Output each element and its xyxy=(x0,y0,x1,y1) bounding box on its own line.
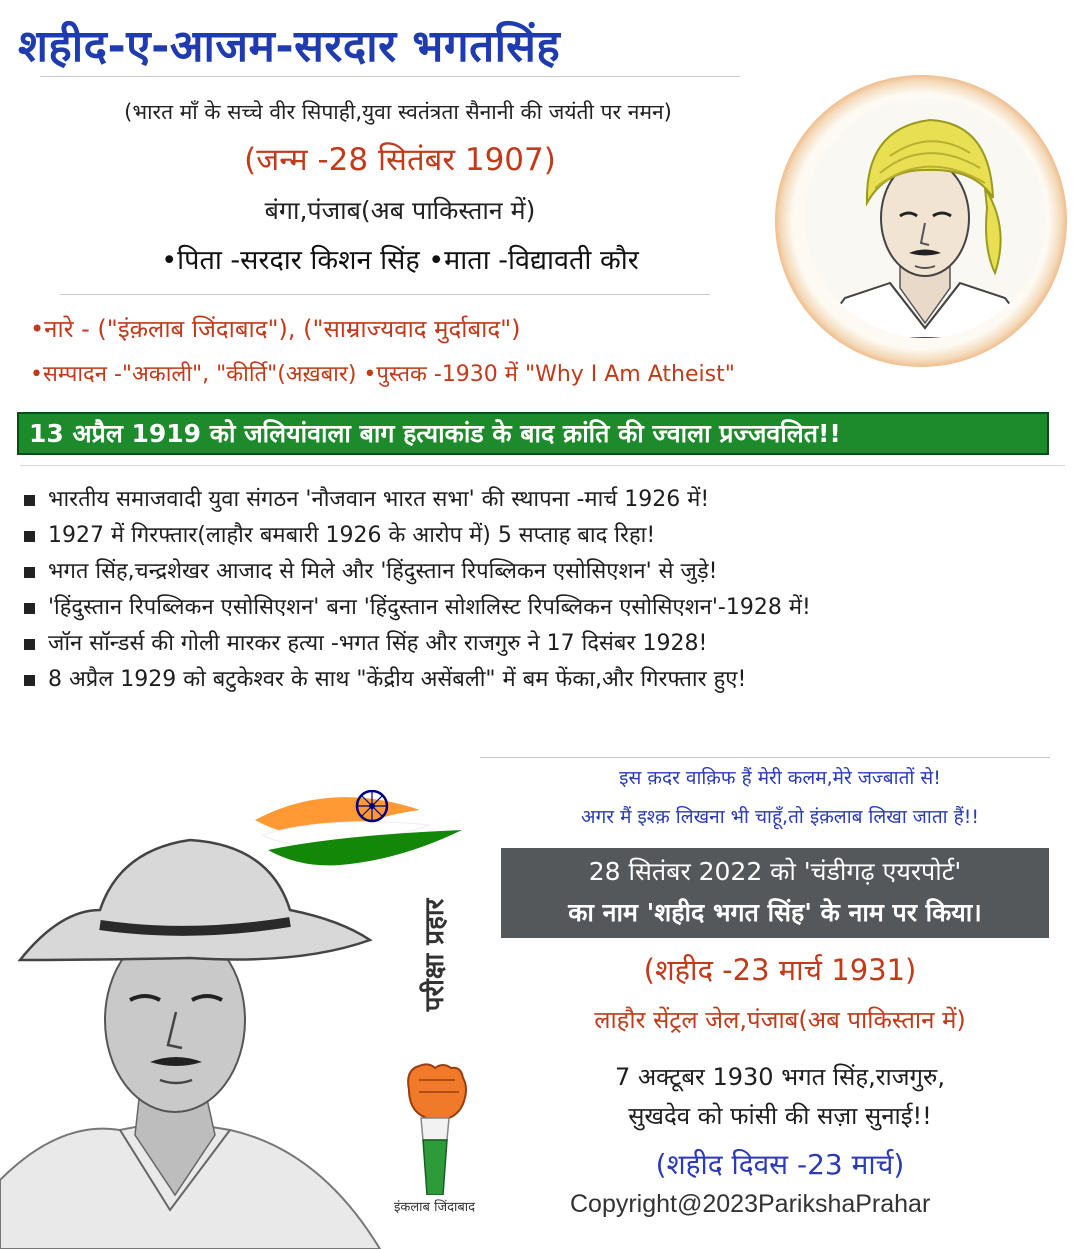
list-item: जॉन सॉन्डर्स की गोली मारकर हत्या -भगत सिंह और राजगुरु ने 17 दिसंबर 1928! xyxy=(22,626,1077,662)
bullet-square-icon xyxy=(24,675,35,686)
birth-place: बंगा,पंजाब(अब पाकिस्तान में) xyxy=(264,196,536,225)
death-date: (शहीद -23 मार्च 1931) xyxy=(643,953,917,987)
facts-list xyxy=(22,482,1077,698)
subtitle: (भारत माँ के सच्चे वीर सिपाही,युवा स्वतंत्रता सैनानी की जयंती पर नमन) xyxy=(124,100,672,124)
bullet-square-icon xyxy=(24,603,35,614)
divider xyxy=(60,294,710,295)
list-item: भगत सिंह,चन्द्रशेखर आजाद से मिले और 'हिंदुस्तान रिपब्लिकन एसोसिएशन' से जुड़े! xyxy=(22,554,1077,590)
portrait-turban-image xyxy=(805,98,1045,338)
list-item: 8 अप्रैल 1929 को बटुकेश्वर के साथ "केंद्रीय असेंबली" में बम फेंका,और गिरफ्तार हुए! xyxy=(22,662,1077,698)
jallianwala-banner: 13 अप्रैल 1919 को जलियांवाला बाग हत्याकांड के बाद क्रांति की ज्वाला प्रज्जवलित!! xyxy=(17,412,1049,455)
bullet-square-icon xyxy=(24,531,35,542)
divider xyxy=(20,465,1065,466)
parents-line: •पिता -सरदार किशन सिंह •माता -विद्यावती कौर xyxy=(161,245,639,276)
death-place: लाहौर सेंट्रल जेल,पंजाब(अब पाकिस्तान में) xyxy=(594,1006,966,1034)
bullet-square-icon xyxy=(24,639,35,650)
fist-caption: इंकलाब जिंदाबाद xyxy=(394,1200,476,1215)
list-item: भारतीय समाजवादी युवा संगठन 'नौजवान भारत सभा' की स्थापना -मार्च 1926 में! xyxy=(22,482,1077,518)
copyright: Copyright@2023ParikshaPrahar xyxy=(570,1190,931,1218)
divider xyxy=(480,757,1050,758)
birth-date: (जन्म -28 सितंबर 1907) xyxy=(244,142,556,178)
bullet-square-icon xyxy=(24,567,35,578)
bullet-square-icon xyxy=(24,495,35,506)
brand-vertical-label: परीक्षा प्रहार xyxy=(420,898,450,1012)
couplet-line: अगर मैं इश्क़ लिखना भी चाहूँ,तो इंक़लाब लिखा जाता हैं!! xyxy=(581,806,979,828)
couplet-line: इस क़दर वाक़िफ हैं मेरी कलम,मेरे जज्बातों से! xyxy=(619,767,941,789)
martyr-day: (शहीद दिवस -23 मार्च) xyxy=(655,1148,905,1181)
airport-line: 28 सितंबर 2022 को 'चंडीगढ़ एयरपोर्ट' xyxy=(588,857,962,886)
airport-line: का नाम 'शहीद भगत सिंह' के नाम पर किया। xyxy=(568,898,982,927)
list-item: 1927 में गिरफ्तार(लाहौर बमबारी 1926 के आरोप में) 5 सप्ताह बाद रिहा! xyxy=(22,518,1077,554)
divider xyxy=(40,76,740,77)
sentence-line: सुखदेव को फांसी की सज़ा सुनाई!! xyxy=(628,1102,932,1130)
page-title: शहीद-ए-आजम-सरदार भगतसिंह xyxy=(18,21,561,72)
list-item: 'हिंदुस्तान रिपब्लिकन एसोसिएशन' बना 'हिंदुस्तान सोशलिस्ट रिपब्लिकन एसोसिएशन'-1928 में! xyxy=(22,590,1077,626)
sentence-line: 7 अक्टूबर 1930 भगत सिंह,राजगुरु, xyxy=(614,1063,946,1091)
raised-fist-icon xyxy=(395,1060,475,1195)
slogans-line: •नारे - ("इंक़लाब जिंदाबाद"), ("साम्राज्यवाद मुर्दाबाद") xyxy=(30,315,521,343)
editing-books-line: •सम्पादन -"अकाली", "कीर्ति"(अख़बार) •पुस्तक -1930 में "Why I Am Atheist" xyxy=(30,362,735,387)
